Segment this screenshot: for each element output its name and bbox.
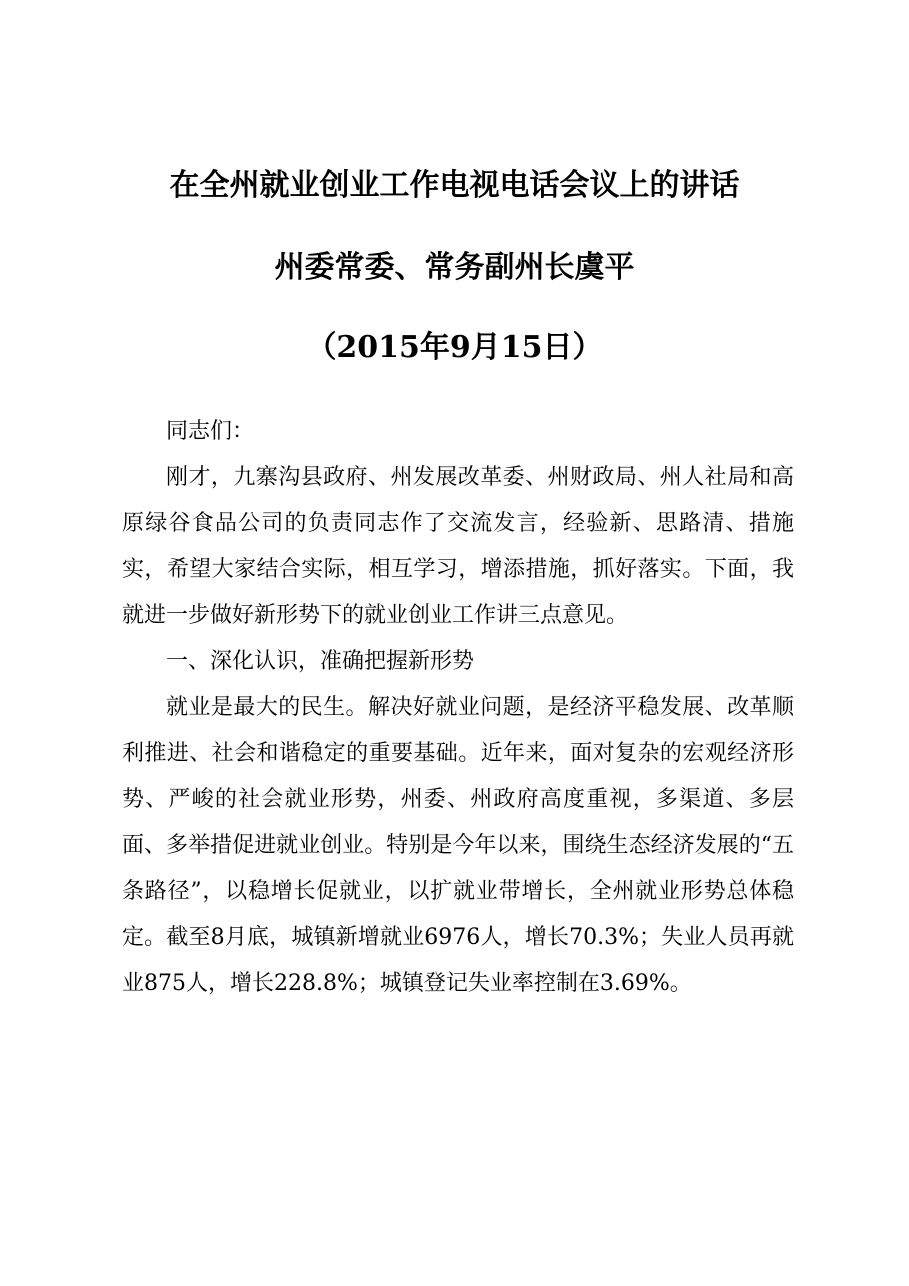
- date-line: （2015年9月15日）: [306, 330, 603, 365]
- salutation-paragraph: 同志们：: [166, 419, 255, 444]
- section-heading-1: 一、深化认识，准确把握新形势: [166, 649, 475, 674]
- intro-paragraph: 刚才，九寨沟县政府、州发展改革委、州财政局、州人社局和高原绿谷食品公司的负责同志作了交流发言，经验新、思路清、措施实，希望大家结合实际，相互学习，增添措施，抓好落实。下面，我就进一步做好新形势下的就业创业工作讲三点意见。: [122, 465, 794, 628]
- speaker-line: 州委常委、常务副州长虞平: [274, 250, 635, 285]
- section-1-paragraph: 就业是最大的民生。解决好就业问题，是经济平稳发展、改革顺利推进、社会和谐稳定的重要基础。近年来，面对复杂的宏观经济形势、严峻的社会就业形势，州委、州政府高度重视，多渠道、多层面、多举措促进就业创业。特别是今年以来，围绕生态经济发展的“五条路径”，以稳增长促就业，以扩就业带增长，全州就业形势总体稳定。截至8月底，城镇新增就业6976人，增长70.3%；失业人员再就业875人，增长228.8%；城镇登记失业率控制在3.69%。: [122, 695, 794, 996]
- document-title: 在全州就业创业工作电视电话会议上的讲话: [169, 168, 740, 203]
- body-text: [122, 409, 794, 1007]
